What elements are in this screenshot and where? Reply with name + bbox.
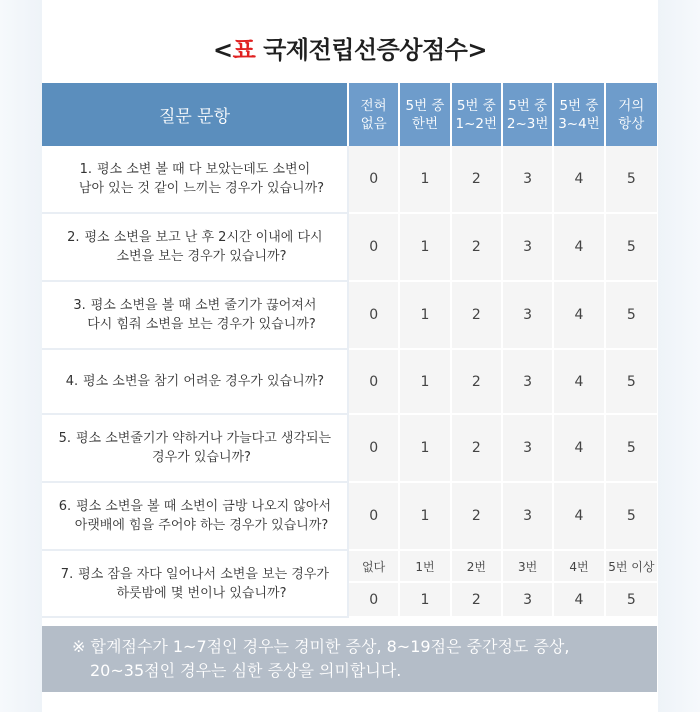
score-cell: 2 [452, 483, 503, 551]
ipss-table [42, 83, 657, 618]
right-margin-panel [658, 0, 700, 712]
title-label: 표 [232, 36, 256, 64]
frequency-label: 없다 [349, 551, 400, 583]
score-cell: 5 [606, 282, 657, 350]
table-row [42, 483, 657, 551]
question-text: 3. 평소 소변을 볼 때 소변 줄기가 끊어져서 다시 힘줘 소변을 보는 경우가 있습니까? [42, 282, 349, 350]
score-cell: 3 [503, 583, 554, 618]
table-row [42, 282, 657, 350]
score-cell: 1 [400, 415, 451, 483]
score-cell: 0 [349, 483, 400, 551]
score-cell: 4 [554, 282, 605, 350]
score-cell: 2 [452, 146, 503, 214]
table-row [42, 551, 657, 583]
score-cell: 0 [349, 214, 400, 282]
score-cell: 0 [349, 282, 400, 350]
score-cell: 1 [400, 146, 451, 214]
score-cell: 1 [400, 214, 451, 282]
score-cell: 5 [606, 146, 657, 214]
table-row [42, 415, 657, 483]
option-header: 거의 항상 [606, 83, 657, 146]
score-cell: 4 [554, 146, 605, 214]
score-cell: 1 [400, 282, 451, 350]
left-margin-panel [0, 0, 42, 712]
score-cell: 3 [503, 415, 554, 483]
frequency-label: 4번 [554, 551, 605, 583]
score-cell: 2 [452, 282, 503, 350]
score-cell: 5 [606, 583, 657, 618]
score-cell: 3 [503, 282, 554, 350]
score-cell: 2 [452, 415, 503, 483]
frequency-label: 1번 [400, 551, 451, 583]
frequency-label: 3번 [503, 551, 554, 583]
option-header: 5번 중 1~2번 [452, 83, 503, 146]
score-cell: 3 [503, 146, 554, 214]
score-cell: 5 [606, 350, 657, 415]
frequency-label: 2번 [452, 551, 503, 583]
table-row [42, 146, 657, 214]
score-cell: 2 [452, 214, 503, 282]
frequency-label: 5번 이상 [606, 551, 657, 583]
title-close-bracket: > [467, 36, 487, 64]
score-cell: 5 [606, 483, 657, 551]
score-cell: 1 [400, 483, 451, 551]
score-cell: 3 [503, 350, 554, 415]
option-header: 전혀 없음 [349, 83, 400, 146]
question-header: 질문 문항 [42, 83, 349, 146]
score-cell: 4 [554, 583, 605, 618]
score-cell: 5 [606, 415, 657, 483]
table-row [42, 350, 657, 415]
question-text: 7. 평소 잠을 자다 일어나서 소변을 보는 경우가 하룻밤에 몇 번이나 있습니까? [42, 551, 349, 618]
option-header: 5번 중 3~4번 [554, 83, 605, 146]
note-line-2: 20~35점인 경우는 심한 증상을 의미합니다. [90, 661, 402, 680]
question-text: 6. 평소 소변을 볼 때 소변이 금방 나오지 않아서 아랫배에 힘을 주어야 하는 경우가 있습니까? [42, 483, 349, 551]
score-cell: 3 [503, 483, 554, 551]
score-cell: 1 [400, 583, 451, 618]
score-cell: 4 [554, 350, 605, 415]
score-cell: 0 [349, 415, 400, 483]
option-header: 5번 중 2~3번 [503, 83, 554, 146]
title-open-bracket: < [213, 36, 233, 64]
score-cell: 0 [349, 583, 400, 618]
score-cell: 2 [452, 350, 503, 415]
score-cell: 3 [503, 214, 554, 282]
score-note [42, 626, 657, 692]
score-cell: 4 [554, 415, 605, 483]
table-row [42, 214, 657, 282]
score-cell: 4 [554, 214, 605, 282]
note-line-1: ※ 합계점수가 1~7점인 경우는 경미한 증상, 8~19점은 중간정도 증상, [72, 637, 570, 656]
title-text: 국제전립선증상점수 [255, 36, 468, 64]
score-cell: 4 [554, 483, 605, 551]
score-cell: 0 [349, 350, 400, 415]
page-title [0, 30, 700, 65]
score-cell: 1 [400, 350, 451, 415]
question-text: 4. 평소 소변을 참기 어려운 경우가 있습니까? [42, 350, 349, 415]
question-text: 1. 평소 소변 볼 때 다 보았는데도 소변이 남아 있는 것 같이 느끼는 경우가 있습니까? [42, 146, 349, 214]
score-cell: 5 [606, 214, 657, 282]
score-cell: 2 [452, 583, 503, 618]
table-header-row [42, 83, 657, 146]
score-cell: 0 [349, 146, 400, 214]
option-header: 5번 중 한번 [400, 83, 451, 146]
question-text: 2. 평소 소변을 보고 난 후 2시간 이내에 다시 소변을 보는 경우가 있습니까? [42, 214, 349, 282]
question-text: 5. 평소 소변줄기가 약하거나 가늘다고 생각되는 경우가 있습니까? [42, 415, 349, 483]
